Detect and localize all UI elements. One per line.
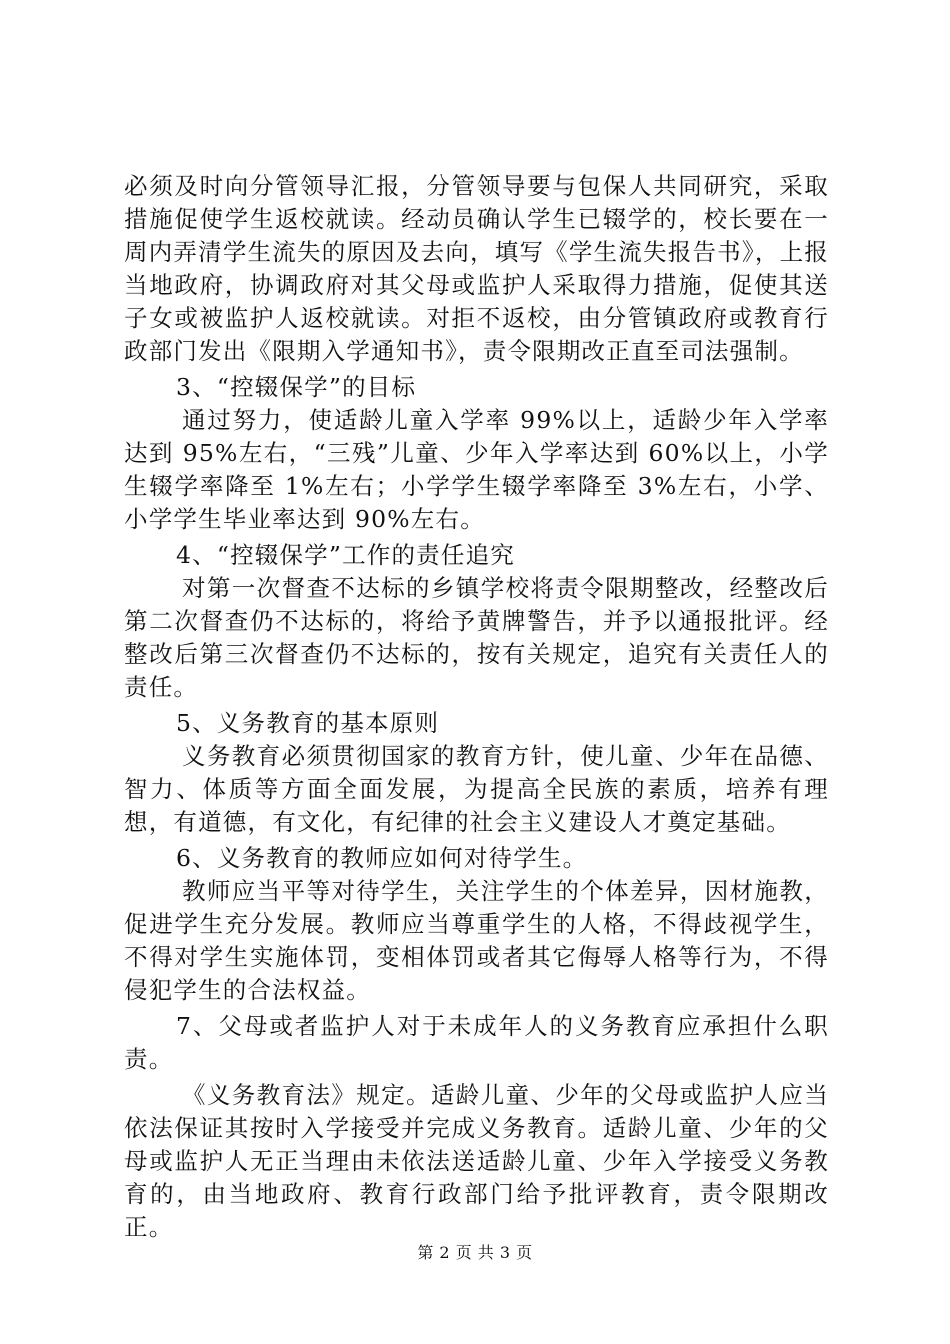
paragraph-continuation: 必须及时向分管领导汇报，分管领导要与包保人共同研究，采取措施促使学生返校就读。经动员确认学生已辍学的，校长要在一周内弄清学生流失的原因及去向，填写《学生流失报告书》，上报当地政府，协调政府对其父母或监护人采取得力措施，促使其送子女或被监护人返校就读。对拒不返校，由分管镇政府或教育行政部门发出《限期入学通知书》，责令限期改正直至司法强制。: [124, 172, 829, 365]
document-body: [124, 170, 829, 1244]
page-footer: 第 2 页 共 3 页: [417, 1243, 533, 1262]
section-heading-4: 4、“控辍保学”工作的责任追究: [176, 541, 515, 569]
paragraph-section-4: 对第一次督查不达标的乡镇学校将责令限期整改，经整改后第二次督查仍不达标的，将给予黄牌警告，并予以通报批评。经整改后第三次督查仍不达标的，按有关规定，追究有关责任人的责任。: [124, 574, 829, 701]
section-heading-3: 3、“控辍保学”的目标: [176, 373, 417, 401]
section-heading-5: 5、义务教育的基本原则: [176, 709, 440, 737]
section-heading-7: 7、父母或者监护人对于未成年人的义务教育应承担什么职责。: [124, 1012, 829, 1073]
paragraph-section-7: 《义务教育法》规定。适龄儿童、少年的父母或监护人应当依法保证其按时入学接受并完成义务教育。适龄儿童、少年的父母或监护人无正当理由未依法送适龄儿童、少年入学接受义务教育的，由当地政府、教育行政部门给予批评教育，责令限期改正。: [124, 1081, 829, 1241]
section-heading-6: 6、义务教育的教师应如何对待学生。: [176, 844, 588, 872]
paragraph-section-3: 通过努力，使适龄儿童入学率 99%以上，适龄少年入学率达到 95%左右，“三残”儿童、少年入学率达到 60%以上，小学生辍学率降至 1%左右；小学学生辍学率降至 3%左右，小学、小学学生毕业率达到 90%左右。: [124, 406, 829, 533]
paragraph-section-6: 教师应当平等对待学生，关注学生的个体差异，因材施教，促进学生充分发展。教师应当尊重学生的人格，不得歧视学生，不得对学生实施体罚，变相体罚或者其它侮辱人格等行为，不得侵犯学生的合法权益。: [124, 877, 829, 1004]
paragraph-section-5: 义务教育必须贯彻国家的教育方针，使儿童、少年在品德、智力、体质等方面全面发展，为提高全民族的素质，培养有理想，有道德，有文化，有纪律的社会主义建设人才奠定基础。: [124, 742, 829, 836]
